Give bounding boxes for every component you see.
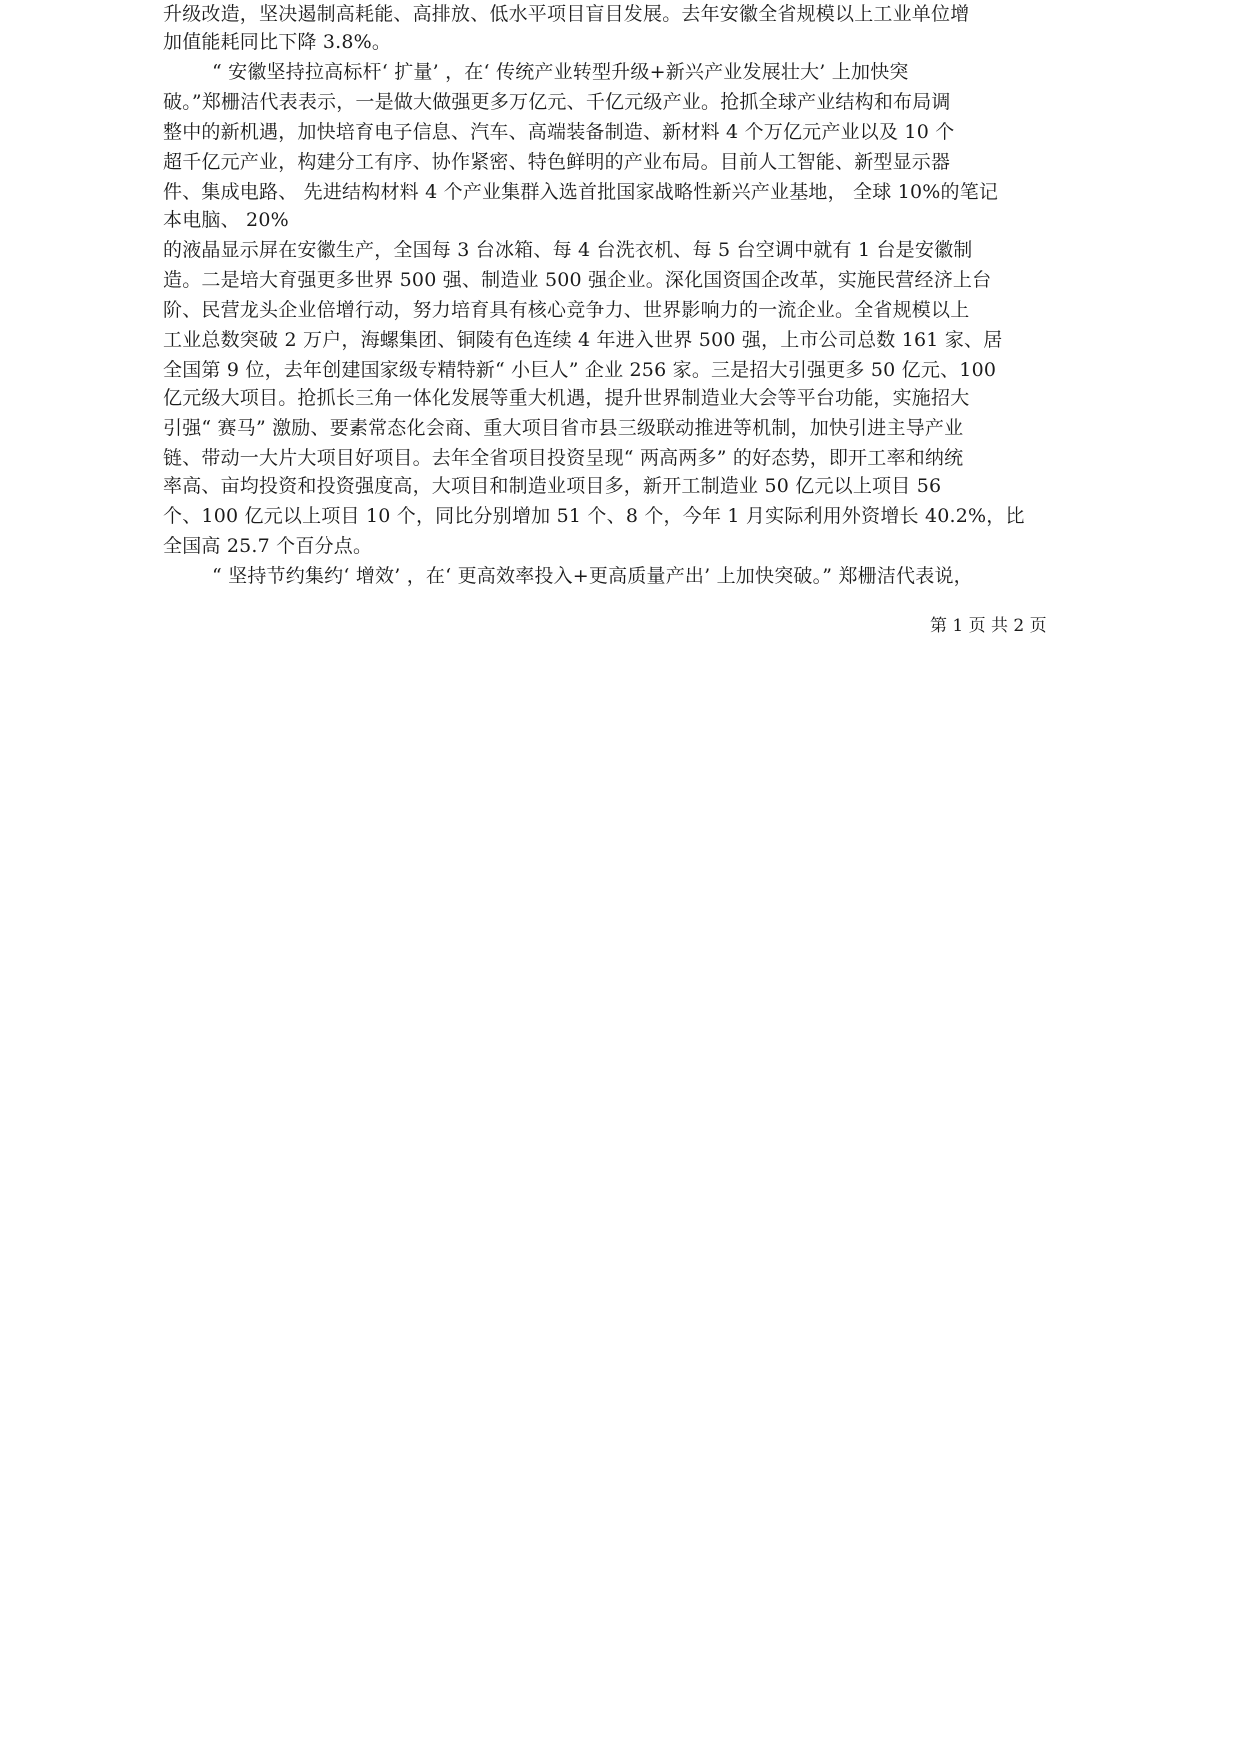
text-line: 超千亿元产业，构建分工有序、协作紧密、特色鲜明的产业布局。目前人工智能、新型显示器 bbox=[163, 151, 951, 173]
text-line: 本电脑、 20% bbox=[163, 209, 289, 231]
text-line: 工业总数突破 2 万户，海螺集团、铜陵有色连续 4 年进入世界 500 强，上市公司总数 161 家、居 bbox=[163, 329, 1003, 351]
text-line: 造。二是培大育强更多世界 500 强、制造业 500 强企业。深化国资国企改革，实施民营经济上台 bbox=[163, 269, 992, 291]
page-number-footer: 第 1 页 共 2 页 bbox=[930, 616, 1047, 636]
text-line: 个、100 亿元以上项目 10 个，同比分别增加 51 个、8 个，今年 1 月实际利用外资增长 40.2%，比 bbox=[163, 505, 1025, 527]
text-line: 链、带动一大片大项目好项目。去年全省项目投资呈现“ 两高两多” 的好态势，即开工率和纳统 bbox=[163, 447, 964, 469]
paragraph-start-line: “ 安徽坚持拉高标杆‘ 扩量’ ，在‘ 传统产业转型升级+新兴产业发展壮大’ 上加快突 bbox=[212, 61, 909, 83]
text-line: 率高、亩均投资和投资强度高，大项目和制造业项目多，新开工制造业 50 亿元以上项目 56 bbox=[163, 475, 942, 497]
text-line: 全国第 9 位，去年创建国家级专精特新“ 小巨人” 企业 256 家。三是招大引强更多 50 亿元、100 bbox=[163, 359, 997, 381]
text-line: 整中的新机遇，加快培育电子信息、汽车、高端装备制造、新材料 4 个万亿元产业以及 10 个 bbox=[163, 121, 955, 143]
paragraph-start-line: “ 坚持节约集约‘ 增效’ ，在‘ 更高效率投入+更高质量产出’ 上加快突破。” 郑栅洁代表说， bbox=[212, 565, 973, 587]
text-line: 破。”郑栅洁代表表示，一是做大做强更多万亿元、千亿元级产业。抢抓全球产业结构和布局调 bbox=[163, 91, 951, 113]
text-line: 升级改造，坚决遏制高耗能、高排放、低水平项目盲目发展。去年安徽全省规模以上工业单位增 bbox=[163, 3, 970, 25]
text-line: 件、集成电路、 先进结构材料 4 个产业集群入选首批国家战略性新兴产业基地， 全球 10%的笔记 bbox=[163, 181, 999, 203]
text-line: 阶、民营龙头企业倍增行动，努力培育具有核心竞争力、世界影响力的一流企业。全省规模以上 bbox=[163, 299, 970, 321]
text-line: 引强“ 赛马” 激励、要素常态化会商、重大项目省市县三级联动推进等机制，加快引进主导产业 bbox=[163, 417, 964, 439]
text-line: 亿元级大项目。抢抓长三角一体化发展等重大机遇，提升世界制造业大会等平台功能，实施招大 bbox=[163, 387, 970, 409]
text-line: 的液晶显示屏在安徽生产，全国每 3 台冰箱、每 4 台洗衣机、每 5 台空调中就有 1 台是安徽制 bbox=[163, 239, 973, 261]
text-line: 全国高 25.7 个百分点。 bbox=[163, 535, 373, 557]
text-line: 加值能耗同比下降 3.8%。 bbox=[163, 31, 392, 53]
